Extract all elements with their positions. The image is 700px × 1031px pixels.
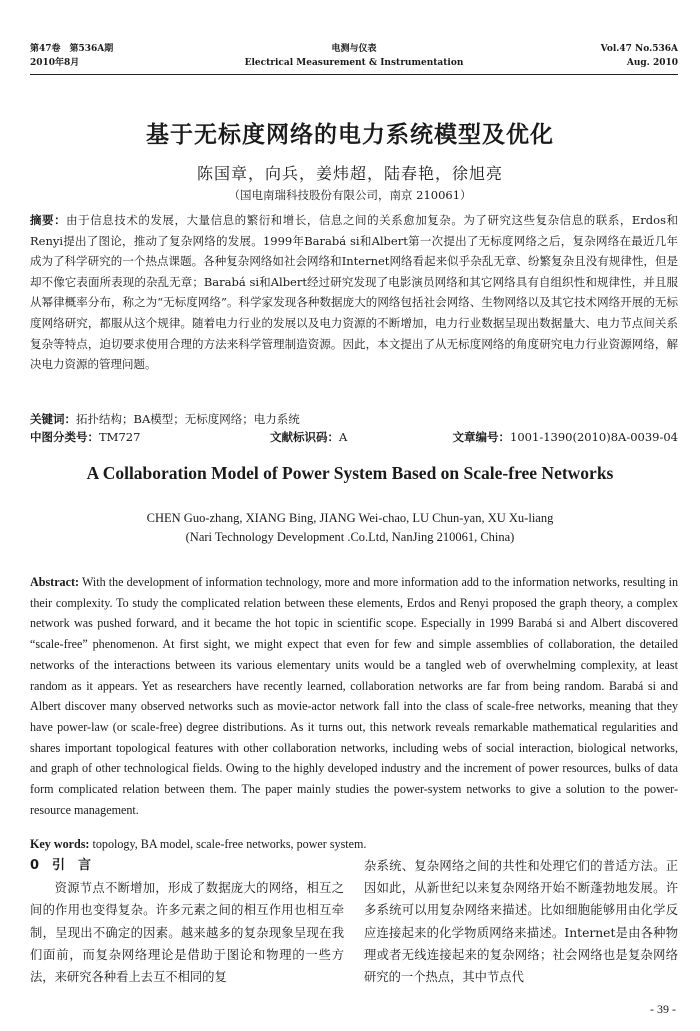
header-date-en: Aug. 2010 bbox=[626, 58, 678, 68]
header-right bbox=[601, 42, 678, 70]
body-paragraph-right: 杂系统、复杂网络之间的共性和处理它们的普适方法。正因如此，从新世纪以来复杂网络开始不断蓬勃地发展。许多系统可以用复杂网络来描述。比如细胞能够用由化学反应连接起来的化学物质网络来描述。Internet是由各种物理或者无线连接起来的复杂网络；社会网络也是复杂网络研究的一个热点，其中节点代 bbox=[364, 859, 678, 985]
affiliation-cn: （国电南瑞科技股份有限公司，南京 210061） bbox=[228, 188, 472, 202]
abstract-en bbox=[30, 572, 678, 820]
classification-row bbox=[30, 428, 678, 446]
keywords-cn-text: 拓扑结构；BA模型；无标度网络；电力系统 bbox=[76, 412, 300, 426]
section-heading: 0 引 言 bbox=[30, 858, 92, 873]
article-number bbox=[453, 428, 678, 446]
title-cn: 基于无标度网络的电力系统模型及优化 bbox=[146, 122, 554, 148]
article-number-label: 文章编号： bbox=[452, 430, 511, 444]
body-column-right bbox=[364, 855, 678, 988]
header-journal-cn: 电测与仪表 bbox=[331, 44, 377, 54]
abstract-cn bbox=[30, 210, 678, 375]
doc-code-label: 文献标识码： bbox=[270, 430, 339, 444]
keywords-en-label: Key words: bbox=[30, 837, 90, 851]
clc-value: TM727 bbox=[99, 430, 141, 444]
keywords-cn-label: 关键词： bbox=[30, 412, 76, 426]
affiliation-en: (Nari Technology Development .Co.Ltd, NanJing 210061, China) bbox=[185, 530, 515, 544]
header-volume: 第47卷 第536A期 bbox=[30, 44, 114, 54]
abstract-en-label: Abstract: bbox=[30, 575, 80, 589]
header-volume-en: Vol.47 No.536A bbox=[600, 44, 678, 54]
abstract-cn-label: 摘要： bbox=[30, 213, 67, 227]
header-date-cn: 2010年8月 bbox=[30, 58, 80, 68]
article-number-value: 1001-1390(2010)8A-0039-04 bbox=[510, 430, 678, 444]
abstract-cn-text: 由于信息技术的发展，大量信息的繁衍和增长，信息之间的关系愈加复杂。为了研究这些复杂信息的联系，Erdos和Renyi提出了图论，推动了复杂网络的发展。1999年Barabá si和Albert第一次提出了无标度网络之后，复杂网络在最近几年成为了科学研究的一个热点课题。各种复杂网络如社会网络和Internet网络看起来似乎杂乱无章、纷繁复杂且没有规律性，但是却不像它表面所表现的杂乱无章；Barabá si和Albert经过研究发现了电影演员网络和其它网络具有自组织性和规律性，并且服从幂律概率分布，称之为“无标度网络”。科学家发现各种数据庞大的网络包括社会网络、生物网络以及其它技术网络开展的无标度网络研究，都服从这个规律。随着电力行业的发展以及电力资源的不断增加，电力行业数据呈现出数据量大、电力节点间关系复杂等特点，迫切要求使用合理的方法来科学管理制造资源。因此，本文提出了从无标度网络的角度研究电力行业资源网络，解决电力资源的管理问题。 bbox=[30, 213, 679, 372]
header-journal-en: Electrical Measurement & Instrumentation bbox=[244, 58, 464, 68]
body-column-left bbox=[30, 855, 344, 988]
abstract-en-text: With the development of information technology, more and more information add to the information networks, resulting in their complexity. To study the complicated relation between these elements, Erdos and Renyi proposed the graph theory, a complex network was pushed forward, and it became the hot topic in scientific scope. Especially in 1999 Barabá si and Albert discovered “scale-free” phenomenon. At first sight, we might expect that even for few and simple assemblies of collaboration, the detailed networks of the interactions between its various elementary units would be a tangled web of overwhelming complexity, at least random as it appears. Yet as researchers have recently learned, collaboration networks are far from being random. Barabá si and Albert discover many observed networks such as movie-actor network fall into the class of scale-free networks, meaning that they have power-law (or scale-free) degree distributions. As it turns out, this network reveals remarkable mathematical regularities and shares important topological features with other collaboration networks, including webs of social interaction, biological networks, and graph of other technological fields. Owing to the highly developed industry and the increment of power resources, bulks of data form complicated relation between them. The paper mainly studies the power-system networks to give a solution to the power-resource management. bbox=[30, 575, 678, 817]
keywords-cn bbox=[30, 410, 678, 428]
header-center bbox=[30, 42, 678, 70]
keywords-en-text: topology, BA model, scale-free networks, power system. bbox=[92, 837, 367, 851]
body-paragraph-left: 资源节点不断增加，形成了数据庞大的网络，相互之间的作用也变得复杂。许多元素之间的相互作用也相互牵制，呈现出不确定的因素。越来越多的复杂现象呈现在我们面前，而复杂网络理论是借助于图论和物理的一些方法，来研究各种看上去互不相同的复 bbox=[30, 881, 344, 985]
document-code bbox=[270, 428, 347, 446]
authors-cn: 陈国章，向兵，姜炜超，陆春艳，徐旭亮 bbox=[196, 164, 503, 183]
doc-code-value: A bbox=[339, 430, 348, 444]
page-number: - 39 - bbox=[650, 1002, 676, 1016]
clc-label: 中图分类号： bbox=[30, 430, 99, 444]
clc-number bbox=[30, 428, 140, 446]
header-rule bbox=[30, 74, 678, 75]
authors-en: CHEN Guo-zhang, XIANG Bing, JIANG Wei-chao, LU Chun-yan, XU Xu-liang bbox=[146, 511, 554, 525]
title-en: A Collaboration Model of Power System Based on Scale-free Networks bbox=[86, 463, 614, 483]
keywords-en bbox=[30, 835, 678, 853]
